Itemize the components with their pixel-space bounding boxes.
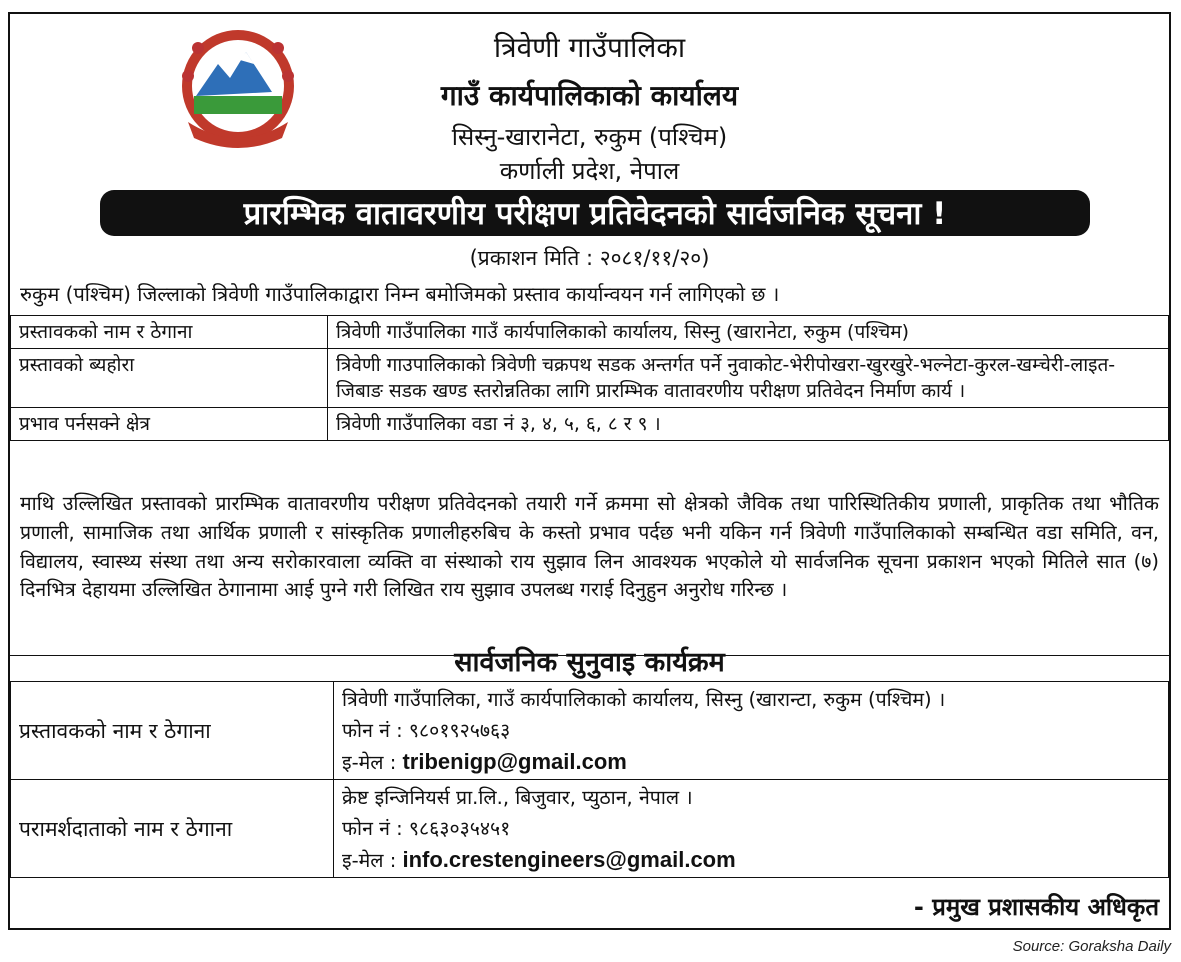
- table-row: [11, 408, 1169, 441]
- table-row: [11, 682, 1169, 780]
- consultant-email-row: [342, 844, 1160, 875]
- proponent-phone-row: [342, 715, 1160, 746]
- email-label: इ-मेल :: [342, 849, 397, 872]
- notice-header: [10, 14, 1169, 270]
- consultant-email: info.crestengineers@gmail.com: [402, 847, 736, 872]
- table-row: [11, 349, 1169, 408]
- consultant-address: क्रेष्ट इन्जिनियर्स प्रा.लि., बिजुवार, प्युठान, नेपाल ।: [342, 786, 693, 809]
- body-paragraph: माथि उल्लिखित प्रस्तावको प्रारम्भिक वातावरणीय परीक्षण प्रतिवेदनको तयारी गर्ने क्रममा सो क्षेत्रको जैविक तथा पारिस्थितिकीय प्रणाली, प्राकृतिक तथा भौतिक प्रणाली, सामाजिक तथा आर्थिक प्रणाली र सांस्कृतिक प्रणालीहरुबिच के कस्तो प्रभाव पर्दछ भनी यकिन गर्न त्रिवेणी गाउँपालिकाको सम्बन्धित वडा समिति, वन, विद्यालय, स्वास्थ्य संस्था तथा अन्य सरोकारवाला व्यक्ति वा संस्थाको राय सुझाव लिन आवश्यक भएकोले यो सार्वजनिक सूचना प्रकाशन भएको मितिले सात (७) दिनभित्र देहायमा उल्लिखित ठेगानामा आई पुग्ने गरी लिखित राय सुझाव उपलब्ध गराई दिनुहुन अनुरोध गरिन्छ ।: [10, 484, 1169, 656]
- municipality-name: त्रिवेणी गाउँपालिका: [493, 31, 686, 64]
- table-row: [11, 316, 1169, 349]
- signature: - प्रमुख प्रशासकीय अधिकृत: [913, 893, 1159, 921]
- public-notice: [8, 12, 1171, 930]
- consultant-phone-row: [342, 813, 1160, 844]
- proposal-table: [10, 315, 1169, 441]
- proponent-email-row: [342, 746, 1160, 777]
- publication-date: (प्रकाशन मिति : २०८१/११/२०): [469, 246, 710, 270]
- hearing-title: सार्वजनिक सुनुवाइ कार्यक्रम: [454, 647, 725, 678]
- intro-text: रुकुम (पश्चिम) जिल्लाको त्रिवेणी गाउँपालिकाद्वारा निम्न बमोजिमको प्रस्ताव कार्यान्वयन गर्न लागिएको छ ।: [20, 282, 780, 306]
- email-label: इ-मेल :: [342, 751, 397, 774]
- office-name: गाउँ कार्यपालिकाको कार्यालय: [440, 79, 739, 112]
- consultant-label: परामर्शदाताको नाम र ठेगाना: [11, 780, 334, 878]
- office-address: सिस्नु-खारानेटा, रुकुम (पश्चिम): [451, 123, 728, 151]
- proponent-email: tribenigp@gmail.com: [402, 749, 627, 774]
- consultant-details: [334, 780, 1169, 878]
- row-label: प्रस्तावकको नाम र ठेगाना: [11, 316, 328, 349]
- proponent-details: [334, 682, 1169, 780]
- phone-label: फोन नं :: [342, 719, 403, 742]
- source-credit: Source: Goraksha Daily: [1012, 938, 1171, 955]
- table-row: [11, 780, 1169, 878]
- province-line: कर्णाली प्रदेश, नेपाल: [499, 157, 680, 185]
- row-value: त्रिवेणी गाउपालिकाको त्रिवेणी चक्रपथ सडक अन्तर्गत पर्ने नुवाकोट-भेरीपोखरा-खुरखुरे-भल्नेटा-कुरल-खम्चेरी-लाइत-जिबाङ सडक खण्ड स्तरोन्नतिका लागि प्रारम्भिक वातावरणीय परीक्षण प्रतिवेदन निर्माण कार्य ।: [328, 349, 1169, 408]
- row-value: त्रिवेणी गाउँपालिका वडा नं ३, ४, ५, ६, ८ र ९ ।: [328, 408, 1169, 441]
- phone-label: फोन नं :: [342, 817, 403, 840]
- row-label: प्रभाव पर्नसक्ने क्षेत्र: [11, 408, 328, 441]
- proponent-phone: ९८०१९२५७६३: [408, 719, 511, 742]
- consultant-phone: ९८६३०३५४५१: [408, 817, 511, 840]
- proponent-label: प्रस्तावकको नाम र ठेगाना: [11, 682, 334, 780]
- notice-title: प्रारम्भिक वातावरणीय परीक्षण प्रतिवेदनको सार्वजनिक सूचना !: [100, 190, 1090, 236]
- hearing-table: [10, 681, 1169, 878]
- row-label: प्रस्तावको ब्यहोरा: [11, 349, 328, 408]
- row-value: त्रिवेणी गाउँपालिका गाउँ कार्यपालिकाको कार्यालय, सिस्नु (खारानेटा, रुकुम (पश्चिम): [328, 316, 1169, 349]
- proponent-address: त्रिवेणी गाउँपालिका, गाउँ कार्यपालिकाको कार्यालय, सिस्नु (खारान्टा, रुकुम (पश्चिम) ।: [342, 688, 946, 711]
